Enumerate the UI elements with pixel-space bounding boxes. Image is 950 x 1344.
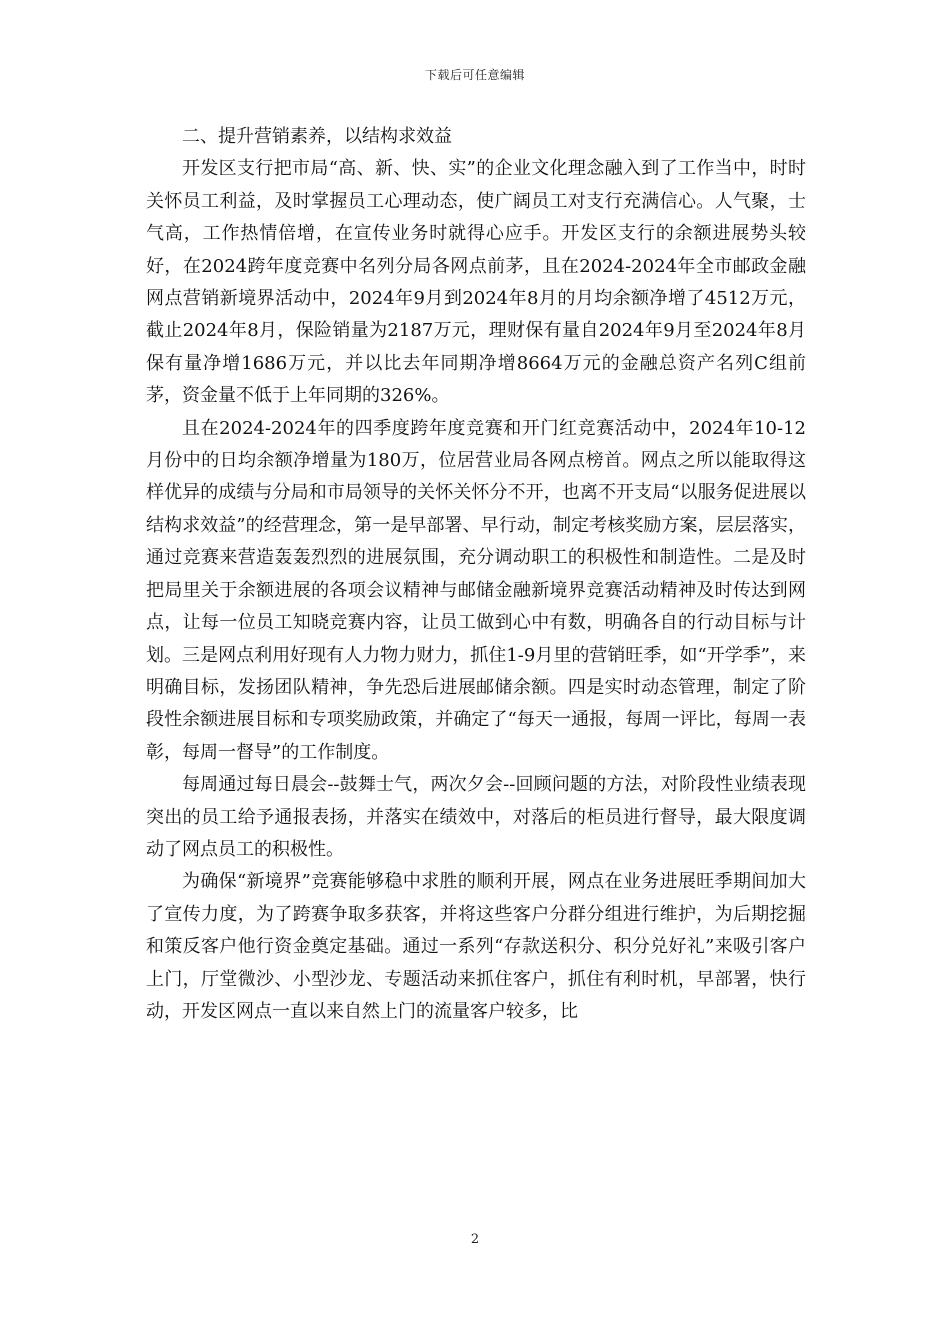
paragraph: 且在2024-2024年的四季度跨年度竞赛和开门红竞赛活动中，2024年10-12月份中的日均余额净增量为180万，位居营业局各网点榜首。网点之所以能取得这样优异的成绩与分局和市局领导的关怀关怀分不开，也离不开支局“以服务促进展以结构求效益”的经营理念，第一是早部署、早行动，制定考核奖励方案，层层落实，通过竞赛来营造轰轰烈烈的进展氛围，充分调动职工的积极性和制造性。二是及时把局里关于余额进展的各项会议精神与邮储金融新境界竞赛活动精神及时传达到网点，让每一位员工知晓竞赛内容，让员工做到心中有数，明确各自的行动目标与计划。三是网点利用好现有人力物力财力，抓住1-9月里的营销旺季，如“开学季”，来明确目标，发扬团队精神，争先恐后进展邮储余额。四是实时动态管理，制定了阶段性余额进展目标和专项奖励政策，并确定了“每天一通报，每周一评比，每周一表彰，每周一督导”的工作制度。 bbox=[146, 417, 806, 763]
paragraph: 为确保“新境界”竞赛能够稳中求胜的顺利开展，网点在业务进展旺季期间加大了宣传力度，为了跨赛争取多获客，并将这些客户分群分组进行维护，为后期挖掘和策反客户他行资金奠定基础。通过一系列“存款送积分、积分兑好礼”来吸引客户上门，厅堂微沙、小型沙龙、专题活动来抓住客户，抓住有利时机，早部署，快行动，开发区网点一直以来自然上门的流量客户较多，比 bbox=[146, 871, 806, 1022]
paragraph: 开发区支行把市局“高、新、快、实”的企业文化理念融入到了工作当中，时时关怀员工利益，及时掌握员工心理动态，使广阔员工对支行充满信心。人气聚，士气高，工作热情倍增，在宣传业务时就得心应手。开发区支行的余额进展势头较好，在2024跨年度竞赛中名列分局各网点前茅，且在2024-2024年全市邮政金融网点营销新境界活动中，2024年9月到2024年8月的月均余额净增了4512万元，截止2024年8月，保险销量为2187万元，理财保有量自2024年9月至2024年8月保有量净增1686万元，并以比去年同期净增8664万元的金融总资产名列C组前茅，资金量不低于上年同期的326%。 bbox=[146, 158, 806, 407]
page-header: 下载后可任意编辑 bbox=[424, 68, 525, 82]
document-body bbox=[146, 121, 806, 1028]
page-number: 2 bbox=[470, 1232, 480, 1247]
section-heading: 二、提升营销素养，以结构求效益 bbox=[182, 126, 452, 147]
paragraph: 每周通过每日晨会--鼓舞士气，两次夕会--回顾问题的方法，对阶段性业绩表现突出的员工给予通报表扬，并落实在绩效中，对落后的柜员进行督导，最大限度调动了网点员工的积极性。 bbox=[146, 774, 806, 860]
